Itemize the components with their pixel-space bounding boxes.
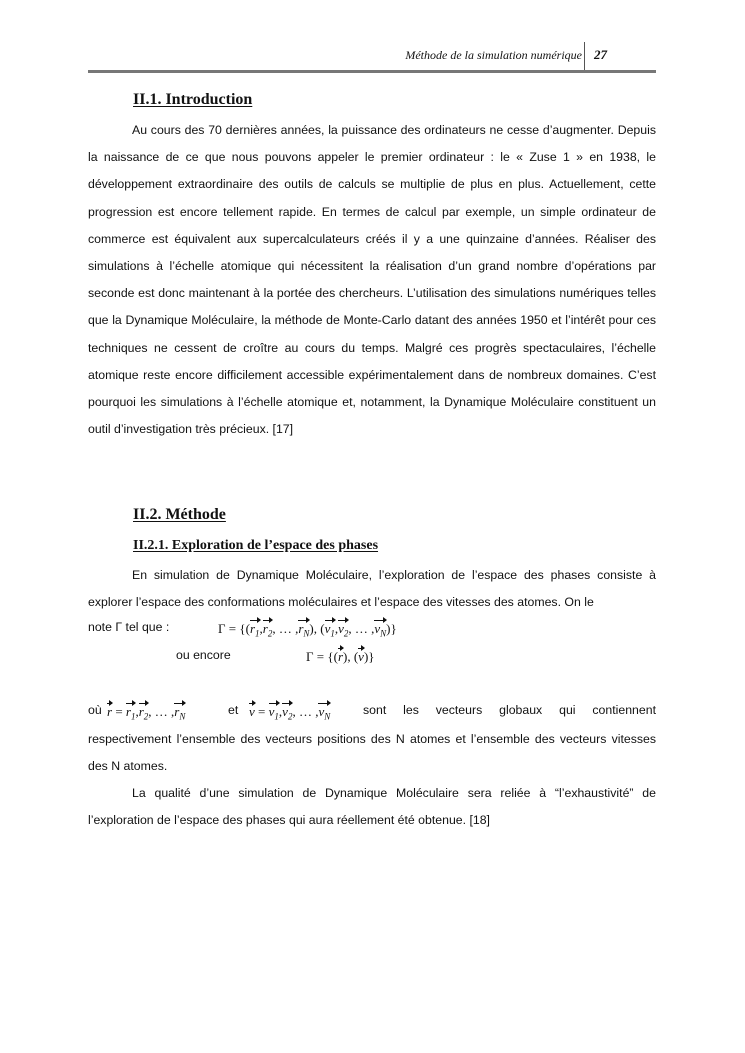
running-title: Méthode de la simulation numérique	[405, 48, 582, 62]
vectors-tail-text: sont les vecteurs globaux qui contiennent	[363, 703, 656, 717]
introduction-paragraph-block	[88, 117, 656, 443]
method-paragraph-block	[88, 562, 656, 616]
gamma-equation-compact: Γ = {(r), (v)}	[306, 649, 375, 664]
v-vector-definition: $v = v_1,v_2$, … $,v_N$	[249, 704, 331, 722]
or-label: ou encore	[176, 648, 231, 662]
where-label: où	[88, 703, 102, 717]
and-label: et	[228, 703, 239, 717]
vectors-continuation-block	[88, 726, 656, 780]
quality-paragraph-block	[88, 780, 656, 834]
page-number: 27	[594, 47, 607, 62]
r-vector-definition: $r = r_1,r_2$, … $,r_N$	[107, 704, 186, 722]
method-paragraph-2: La qualité d’une simulation de Dynamique Moléculaire sera reliée à “l’exhaustivité” de l’exploration de l’espace des phases qui aura réellement été obtenue. [18]	[88, 786, 656, 828]
header-rule	[88, 70, 656, 73]
section-heading-introduction: II.1. Introduction	[133, 91, 253, 108]
section-heading-method: II.2. Méthode	[133, 506, 226, 523]
vectors-continuation: respectivement l’ensemble des vecteurs positions des N atomes et l’ensemble des vecteurs vitesses des N atomes.	[88, 732, 656, 774]
subsection-heading-phase-space: II.2.1. Exploration de l’espace des phases	[133, 538, 379, 553]
gamma-equation-full: $\Gamma = \{(r_1,r_2$, … $,r_N$), ($v_1,v_2$, … $,v_N$)}	[218, 621, 397, 639]
method-paragraph-1: En simulation de Dynamique Moléculaire, l’exploration de l’espace des phases consiste à explorer l’espace des conformations moléculaires et l’espace des vitesses des atomes. On le	[88, 568, 656, 610]
gamma-intro-label: note Γ tel que :	[88, 620, 170, 634]
introduction-paragraph: Au cours des 70 dernières années, la puissance des ordinateurs ne cesse d’augmenter. Depuis la naissance de ce que nous pouvons appeler le premier ordinateur : le « Zuse 1 » en 1938, le développement extraordinaire des outils de calculs se multiplie de plus en plus. Actuellement, cette progression est encore tellement rapide. En termes de calcul par exemple, un simple ordinateur de commerce est équivalent aux supercalculateurs créés il y a une quinzaine d’années. Réaliser des simulations à l’échelle atomique qui nécessitent la réalisation d’un grand nombre d’opérations par seconde est donc maintenant à la portée des chercheurs. L’utilisation des simulations numériques telles que la Dynamique Moléculaire, la méthode de Monte-Carlo datant des années 1950 et l’intérêt pour ces techniques ne cessent de croître au cours du temps. Malgré ces progrès spectaculaires, l’échelle atomique reste encore difficilement accessible expérimentalement dans de nombreux domaines. C’est pourquoi les simulations à l’échelle atomique et, notamment, la Dynamique Moléculaire constituent un outil d’investigation très précieux. [17]	[88, 123, 656, 437]
header-separator	[584, 42, 585, 70]
